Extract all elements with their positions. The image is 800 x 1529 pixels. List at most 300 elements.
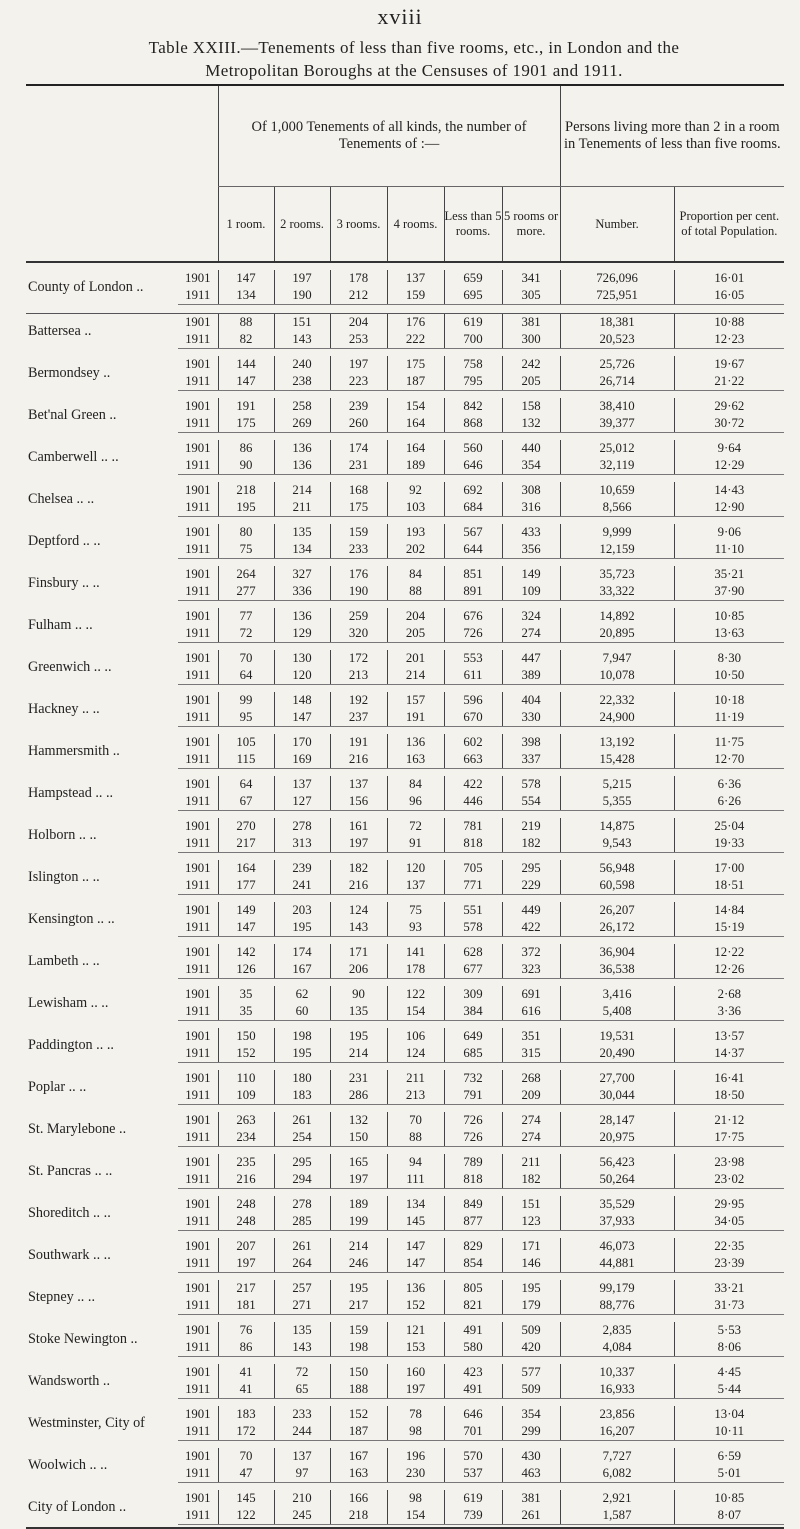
table-cell: 726 xyxy=(444,1112,502,1129)
table-cell: 183 xyxy=(274,1087,330,1105)
table-row xyxy=(26,776,784,793)
table-cell: 670 xyxy=(444,709,502,727)
table-cell: 160 xyxy=(387,1364,444,1381)
table-cell: 692 xyxy=(444,482,502,499)
table-cell: 222 xyxy=(387,331,444,349)
table-cell: 37,933 xyxy=(560,1213,674,1231)
table-cell: 261 xyxy=(274,1112,330,1129)
table-cell: 181 xyxy=(218,1297,274,1315)
table-cell: 137 xyxy=(387,877,444,895)
table-row xyxy=(26,440,784,457)
table-cell: 121 xyxy=(387,1322,444,1339)
census-year: 1901 xyxy=(184,483,211,497)
table-cell: 789 xyxy=(444,1154,502,1171)
table-cell: 8·30 xyxy=(674,650,784,667)
table-cell: 246 xyxy=(330,1255,387,1273)
table-cell: 197 xyxy=(218,1255,274,1273)
table-cell: 440 xyxy=(502,440,560,457)
borough-name: Hampstead .. .. xyxy=(28,784,114,801)
census-year: 1911 xyxy=(178,457,218,475)
census-year: 1911 xyxy=(178,1339,218,1357)
table-cell: 209 xyxy=(502,1087,560,1105)
table-cell: 72 xyxy=(274,1364,330,1381)
table-cell: 294 xyxy=(274,1171,330,1189)
table-cell: 25,012 xyxy=(560,440,674,457)
table-cell: 17·00 xyxy=(674,860,784,877)
table-cell: 389 xyxy=(502,667,560,685)
borough-name: Poplar .. .. xyxy=(28,1078,87,1095)
table-cell: 315 xyxy=(502,1045,560,1063)
table-cell: 330 xyxy=(502,709,560,727)
table-cell: 214 xyxy=(330,1045,387,1063)
table-cell: 216 xyxy=(330,877,387,895)
census-year: 1901 xyxy=(184,1155,211,1169)
table-cell: 88 xyxy=(387,583,444,601)
census-year: 1901 xyxy=(184,1113,211,1127)
table-cell: 854 xyxy=(444,1255,502,1273)
table-cell: 15,428 xyxy=(560,751,674,769)
table-cell: 842 xyxy=(444,398,502,415)
census-year: 1901 xyxy=(184,861,211,875)
table-cell: 18·51 xyxy=(674,877,784,895)
table-cell: 134 xyxy=(274,541,330,559)
table-cell: 195 xyxy=(274,919,330,937)
table-cell: 676 xyxy=(444,608,502,625)
table-cell: 230 xyxy=(387,1465,444,1483)
table-cell: 75 xyxy=(387,902,444,919)
table-cell: 142 xyxy=(218,944,274,961)
table-cell: 88 xyxy=(218,314,274,332)
table-cell: 16,207 xyxy=(560,1423,674,1441)
table-cell: 217 xyxy=(218,835,274,853)
row-spacer xyxy=(26,1105,784,1113)
table-cell: 211 xyxy=(502,1154,560,1171)
census-year: 1911 xyxy=(178,1465,218,1483)
table-cell: 12·90 xyxy=(674,499,784,517)
page-number: xviii xyxy=(377,4,423,29)
table-cell: 701 xyxy=(444,1423,502,1441)
table-cell: 35 xyxy=(218,1003,274,1021)
group-header-persons: Persons living more than 2 in a room in Tenements of less than five rooms. xyxy=(560,85,784,187)
table-cell: 274 xyxy=(502,1112,560,1129)
table-cell: 23,856 xyxy=(560,1406,674,1423)
table-cell: 7,947 xyxy=(560,650,674,667)
table-cell: 22,332 xyxy=(560,692,674,709)
table-cell: 93 xyxy=(387,919,444,937)
census-year: 1901 xyxy=(184,945,211,959)
table-cell: 10·18 xyxy=(674,692,784,709)
table-cell: 62 xyxy=(274,986,330,1003)
table-cell: 245 xyxy=(274,1507,330,1525)
row-spacer xyxy=(26,853,784,861)
table-row xyxy=(26,482,784,499)
borough-name: Lewisham .. .. xyxy=(28,994,109,1011)
table-cell: 137 xyxy=(330,776,387,793)
table-cell: 233 xyxy=(330,541,387,559)
table-cell: 849 xyxy=(444,1196,502,1213)
row-spacer xyxy=(26,305,784,314)
borough-name: Battersea .. xyxy=(28,322,92,339)
table-cell: 60,598 xyxy=(560,877,674,895)
census-year: 1901 xyxy=(184,777,211,791)
census-year: 1911 xyxy=(178,373,218,391)
census-year: 1911 xyxy=(178,1213,218,1231)
row-spacer xyxy=(26,1273,784,1281)
table-cell: 234 xyxy=(218,1129,274,1147)
row-spacer xyxy=(26,685,784,693)
col-header-5-or-more: 5 rooms or more. xyxy=(502,187,560,263)
table-cell: 771 xyxy=(444,877,502,895)
table-cell: 23·39 xyxy=(674,1255,784,1273)
table-cell: 277 xyxy=(218,583,274,601)
table-cell: 70 xyxy=(387,1112,444,1129)
table-cell: 35 xyxy=(218,986,274,1003)
table-cell: 278 xyxy=(274,818,330,835)
table-cell: 84 xyxy=(387,776,444,793)
table-cell: 10·85 xyxy=(674,608,784,625)
table-cell: 21·12 xyxy=(674,1112,784,1129)
table-cell: 18,381 xyxy=(560,314,674,332)
borough-name: Greenwich .. .. xyxy=(28,658,112,675)
borough-name: Deptford .. .. xyxy=(28,532,101,549)
table-cell: 92 xyxy=(387,482,444,499)
table-cell: 235 xyxy=(218,1154,274,1171)
group-header-tenements: Of 1,000 Tenements of all kinds, the number of Tenements of :— xyxy=(218,85,560,187)
table-cell: 127 xyxy=(274,793,330,811)
census-year: 1911 xyxy=(178,1087,218,1105)
table-cell: 580 xyxy=(444,1339,502,1357)
table-cell: 3·36 xyxy=(674,1003,784,1021)
table-cell: 64 xyxy=(218,776,274,793)
table-cell: 95 xyxy=(218,709,274,727)
table-cell: 16·41 xyxy=(674,1070,784,1087)
census-year: 1901 xyxy=(184,1449,211,1463)
table-cell: 195 xyxy=(330,1028,387,1045)
census-year: 1911 xyxy=(178,541,218,559)
table-cell: 164 xyxy=(387,415,444,433)
table-cell: 274 xyxy=(502,1129,560,1147)
table-cell: 5·44 xyxy=(674,1381,784,1399)
table-cell: 337 xyxy=(502,751,560,769)
table-cell: 146 xyxy=(502,1255,560,1273)
table-cell: 182 xyxy=(502,1171,560,1189)
table-cell: 258 xyxy=(274,398,330,415)
table-cell: 198 xyxy=(330,1339,387,1357)
table-cell: 286 xyxy=(330,1087,387,1105)
table-cell: 10,078 xyxy=(560,667,674,685)
census-year: 1911 xyxy=(178,415,218,433)
borough-name: Finsbury .. .. xyxy=(28,574,100,591)
table-row xyxy=(26,356,784,373)
table-cell: 570 xyxy=(444,1448,502,1465)
table-cell: 316 xyxy=(502,499,560,517)
table-cell: 211 xyxy=(274,499,330,517)
census-year: 1901 xyxy=(184,1407,211,1421)
table-cell: 29·62 xyxy=(674,398,784,415)
table-cell: 130 xyxy=(274,650,330,667)
table-cell: 16,933 xyxy=(560,1381,674,1399)
table-cell: 9·06 xyxy=(674,524,784,541)
table-cell: 136 xyxy=(274,457,330,475)
table-row xyxy=(26,986,784,1003)
table-cell: 202 xyxy=(387,541,444,559)
table-cell: 8·06 xyxy=(674,1339,784,1357)
borough-name: Bermondsey .. xyxy=(28,364,111,381)
table-cell: 168 xyxy=(330,482,387,499)
table-cell: 204 xyxy=(387,608,444,625)
table-cell: 126 xyxy=(218,961,274,979)
table-cell: 237 xyxy=(330,709,387,727)
borough-name: Wandsworth .. xyxy=(28,1372,110,1389)
table-cell: 137 xyxy=(274,776,330,793)
table-cell: 248 xyxy=(218,1213,274,1231)
table-cell: 449 xyxy=(502,902,560,919)
table-cell: 214 xyxy=(387,667,444,685)
table-cell: 24,900 xyxy=(560,709,674,727)
row-spacer xyxy=(26,1063,784,1071)
borough-name: Kensington .. .. xyxy=(28,910,115,927)
row-spacer xyxy=(26,433,784,441)
table-cell: 182 xyxy=(502,835,560,853)
table-cell: 207 xyxy=(218,1238,274,1255)
table-cell: 829 xyxy=(444,1238,502,1255)
borough-name: Hackney .. .. xyxy=(28,700,100,717)
table-cell: 509 xyxy=(502,1381,560,1399)
table-cell: 430 xyxy=(502,1448,560,1465)
table-cell: 204 xyxy=(330,314,387,332)
table-cell: 123 xyxy=(502,1213,560,1231)
table-cell: 72 xyxy=(387,818,444,835)
table-cell: 39,377 xyxy=(560,415,674,433)
table-cell: 422 xyxy=(502,919,560,937)
table-cell: 109 xyxy=(502,583,560,601)
table-cell: 154 xyxy=(387,398,444,415)
table-cell: 135 xyxy=(330,1003,387,1021)
table-cell: 180 xyxy=(274,1070,330,1087)
table-cell: 193 xyxy=(387,524,444,541)
table-cell: 241 xyxy=(274,877,330,895)
table-cell: 619 xyxy=(444,1490,502,1507)
table-cell: 695 xyxy=(444,287,502,305)
table-cell: 781 xyxy=(444,818,502,835)
table-cell: 195 xyxy=(330,1280,387,1297)
table-title xyxy=(54,36,774,82)
table-cell: 354 xyxy=(502,1406,560,1423)
table-cell: 238 xyxy=(274,373,330,391)
table-cell: 11·19 xyxy=(674,709,784,727)
table-cell: 197 xyxy=(330,356,387,373)
table-cell: 82 xyxy=(218,331,274,349)
table-cell: 191 xyxy=(218,398,274,415)
table-row xyxy=(26,902,784,919)
table-cell: 602 xyxy=(444,734,502,751)
table-cell: 120 xyxy=(274,667,330,685)
table-cell: 175 xyxy=(330,499,387,517)
borough-name: Lambeth .. .. xyxy=(28,952,100,969)
table-cell: 163 xyxy=(330,1465,387,1483)
table-cell: 14,875 xyxy=(560,818,674,835)
table-cell: 22·35 xyxy=(674,1238,784,1255)
table-cell: 240 xyxy=(274,356,330,373)
table-cell: 145 xyxy=(218,1490,274,1507)
census-year: 1901 xyxy=(184,1323,211,1337)
table-cell: 172 xyxy=(218,1423,274,1441)
table-cell: 12,159 xyxy=(560,541,674,559)
table-cell: 188 xyxy=(330,1381,387,1399)
row-spacer xyxy=(26,1441,784,1449)
table-cell: 211 xyxy=(387,1070,444,1087)
table-cell: 122 xyxy=(218,1507,274,1525)
table-cell: 684 xyxy=(444,499,502,517)
table-cell: 159 xyxy=(330,524,387,541)
census-year: 1911 xyxy=(178,1381,218,1399)
table-cell: 97 xyxy=(274,1465,330,1483)
table-cell: 158 xyxy=(502,398,560,415)
table-cell: 25,726 xyxy=(560,356,674,373)
table-cell: 13·04 xyxy=(674,1406,784,1423)
table-cell: 135 xyxy=(274,1322,330,1339)
table-cell: 700 xyxy=(444,331,502,349)
table-cell: 90 xyxy=(330,986,387,1003)
table-cell: 148 xyxy=(274,692,330,709)
borough-name: Shoreditch .. .. xyxy=(28,1204,111,1221)
table-cell: 26,714 xyxy=(560,373,674,391)
table-cell: 217 xyxy=(218,1280,274,1297)
census-year: 1911 xyxy=(178,751,218,769)
census-year: 1901 xyxy=(184,399,211,413)
table-cell: 732 xyxy=(444,1070,502,1087)
col-header-2-rooms: 2 rooms. xyxy=(274,187,330,263)
borough-name: Stoke Newington .. xyxy=(28,1330,138,1347)
table-cell: 178 xyxy=(330,270,387,287)
table-cell: 5·01 xyxy=(674,1465,784,1483)
table-cell: 259 xyxy=(330,608,387,625)
row-spacer xyxy=(26,895,784,903)
table-cell: 167 xyxy=(330,1448,387,1465)
borough-name: St. Pancras .. .. xyxy=(28,1162,113,1179)
table-cell: 163 xyxy=(387,751,444,769)
table-cell: 726 xyxy=(444,1129,502,1147)
table-cell: 18·50 xyxy=(674,1087,784,1105)
table-row xyxy=(26,608,784,625)
table-row xyxy=(26,1448,784,1465)
table-cell: 99 xyxy=(218,692,274,709)
table-cell: 891 xyxy=(444,583,502,601)
table-cell: 199 xyxy=(330,1213,387,1231)
table-cell: 47 xyxy=(218,1465,274,1483)
table-cell: 46,073 xyxy=(560,1238,674,1255)
table-cell: 134 xyxy=(387,1196,444,1213)
table-cell: 14·37 xyxy=(674,1045,784,1063)
table-cell: 218 xyxy=(330,1507,387,1525)
table-cell: 137 xyxy=(274,1448,330,1465)
table-cell: 805 xyxy=(444,1280,502,1297)
table-cell: 14·43 xyxy=(674,482,784,499)
census-year: 1911 xyxy=(178,1171,218,1189)
table-cell: 28,147 xyxy=(560,1112,674,1129)
table-cell: 190 xyxy=(330,583,387,601)
table-cell: 157 xyxy=(387,692,444,709)
table-cell: 372 xyxy=(502,944,560,961)
table-cell: 553 xyxy=(444,650,502,667)
table-cell: 44,881 xyxy=(560,1255,674,1273)
census-year: 1901 xyxy=(184,525,211,539)
table-cell: 129 xyxy=(274,625,330,643)
table-cell: 433 xyxy=(502,524,560,541)
table-cell: 78 xyxy=(387,1406,444,1423)
census-year: 1911 xyxy=(178,499,218,517)
table-cell: 153 xyxy=(387,1339,444,1357)
title-line-1: Table XXIII.—Tenements of less than five rooms, etc., in London and the xyxy=(148,38,680,57)
table-cell: 726,096 xyxy=(560,270,674,287)
row-spacer xyxy=(26,643,784,651)
table-cell: 35·21 xyxy=(674,566,784,583)
table-cell: 381 xyxy=(502,1490,560,1507)
table-cell: 818 xyxy=(444,835,502,853)
table-cell: 67 xyxy=(218,793,274,811)
table-cell: 105 xyxy=(218,734,274,751)
table-cell: 8,566 xyxy=(560,499,674,517)
table-cell: 260 xyxy=(330,415,387,433)
table-cell: 147 xyxy=(387,1238,444,1255)
table-cell: 161 xyxy=(330,818,387,835)
table-cell: 264 xyxy=(274,1255,330,1273)
table-cell: 851 xyxy=(444,566,502,583)
table-cell: 309 xyxy=(444,986,502,1003)
table-cell: 447 xyxy=(502,650,560,667)
table-cell: 150 xyxy=(218,1028,274,1045)
table-cell: 327 xyxy=(274,566,330,583)
table-cell: 5,355 xyxy=(560,793,674,811)
table-cell: 17·75 xyxy=(674,1129,784,1147)
table-cell: 75 xyxy=(218,541,274,559)
table-cell: 261 xyxy=(502,1507,560,1525)
table-cell: 295 xyxy=(274,1154,330,1171)
census-year: 1911 xyxy=(178,1507,218,1525)
census-year: 1901 xyxy=(184,1071,211,1085)
table-cell: 254 xyxy=(274,1129,330,1147)
row-spacer xyxy=(26,1315,784,1323)
table-row xyxy=(26,1280,784,1297)
table-cell: 195 xyxy=(502,1280,560,1297)
census-year: 1901 xyxy=(184,819,211,833)
table-cell: 216 xyxy=(218,1171,274,1189)
table-cell: 336 xyxy=(274,583,330,601)
borough-name: Paddington .. .. xyxy=(28,1036,114,1053)
table-cell: 147 xyxy=(218,919,274,937)
table-cell: 195 xyxy=(218,499,274,517)
table-cell: 1,587 xyxy=(560,1507,674,1525)
table-cell: 218 xyxy=(218,482,274,499)
table-cell: 20,975 xyxy=(560,1129,674,1147)
borough-name: Chelsea .. .. xyxy=(28,490,95,507)
table-cell: 270 xyxy=(218,818,274,835)
table-cell: 2,921 xyxy=(560,1490,674,1507)
table-cell: 159 xyxy=(387,287,444,305)
row-spacer xyxy=(26,1189,784,1197)
row-spacer xyxy=(26,601,784,609)
table-cell: 21·22 xyxy=(674,373,784,391)
census-year: 1901 xyxy=(184,651,211,665)
table-cell: 30,044 xyxy=(560,1087,674,1105)
table-cell: 15·19 xyxy=(674,919,784,937)
table-cell: 10·50 xyxy=(674,667,784,685)
table-cell: 398 xyxy=(502,734,560,751)
census-year: 1911 xyxy=(178,961,218,979)
table-cell: 165 xyxy=(330,1154,387,1171)
table-cell: 560 xyxy=(444,440,502,457)
census-year: 1911 xyxy=(178,667,218,685)
